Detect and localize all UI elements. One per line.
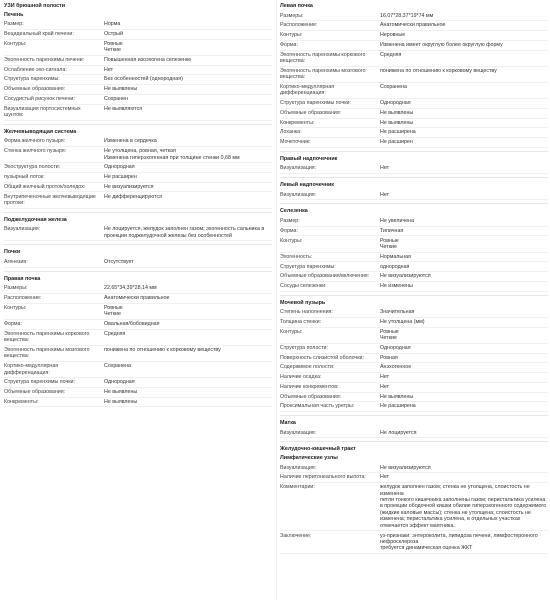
report-section	[280, 420, 548, 442]
field-row	[280, 41, 548, 51]
field-row	[4, 85, 272, 95]
field-row	[280, 393, 548, 403]
field-label: Комментарии:	[280, 484, 315, 491]
field-label: Эхогенность паренхимы мозгового вещества:	[4, 346, 90, 360]
field-value-line: Нет	[380, 474, 390, 481]
field-value-line: Сохранена	[380, 84, 407, 90]
field-row	[4, 388, 272, 398]
field-row	[280, 328, 548, 344]
field-value-line: Не визуализируется	[104, 183, 154, 190]
field-value	[104, 67, 272, 73]
field-value-line: Четкие	[104, 311, 121, 318]
field-label: Агенезия:	[4, 259, 28, 266]
field-value-line: Острый	[104, 31, 123, 38]
field-row	[4, 30, 272, 40]
field-value-line: 16,07*28,37*19*74 мм	[380, 12, 434, 19]
field-row	[280, 483, 548, 531]
field-value	[380, 273, 548, 279]
field-row	[4, 183, 272, 193]
field-label: Общий желчный проток/холедох:	[4, 183, 86, 190]
field-label: Форма:	[280, 41, 298, 48]
field-label: Сосудистый рисунок печени:	[4, 95, 75, 102]
field-value	[380, 129, 548, 135]
field-row	[280, 531, 548, 554]
section-title: Матка	[280, 420, 296, 426]
field-value	[104, 321, 272, 327]
report-section	[4, 217, 272, 246]
field-value	[104, 363, 272, 376]
field-label: Конкременты:	[280, 119, 315, 126]
field-value	[380, 68, 548, 81]
field-label: Визуализация:	[4, 226, 41, 233]
field-row	[4, 225, 272, 241]
field-label: Эхогенность:	[280, 253, 313, 260]
field-label: Заключение:	[280, 532, 312, 539]
field-label: Расположение:	[280, 22, 318, 29]
field-value-line: Нет	[380, 165, 390, 172]
section-title: Почки	[4, 249, 21, 256]
field-label: Вецидеальный край печени:	[4, 31, 74, 38]
field-label: Контуры:	[280, 32, 303, 39]
field-label: Форма:	[280, 227, 298, 234]
field-row	[280, 83, 548, 99]
field-label: пузырный поток:	[4, 174, 45, 181]
field-value-line: Нет	[380, 374, 390, 381]
field-label: Лоханка:	[280, 129, 302, 136]
field-label: Толщина стенки:	[280, 319, 322, 326]
field-value	[380, 110, 548, 116]
field-value	[380, 120, 548, 126]
field-row	[280, 473, 548, 483]
field-value	[380, 238, 548, 251]
field-value-line: Повышенная изоэхогена селезенке	[104, 56, 192, 63]
field-row	[280, 128, 548, 138]
field-value	[104, 347, 272, 360]
report-section	[280, 182, 548, 204]
field-value	[380, 84, 548, 97]
field-row	[280, 318, 548, 328]
field-label: Визуализация:	[280, 429, 317, 436]
field-row	[280, 402, 548, 412]
field-label: Эхоструктура полости:	[4, 164, 61, 171]
field-value	[380, 192, 548, 198]
field-label: Контуры:	[280, 237, 303, 244]
report-section	[4, 129, 272, 213]
field-value-line: Не визуализируются	[380, 273, 431, 280]
field-value-line: уз-признаки: энтероколита, липидоза печени, лимфостеронного нефросклероза	[380, 532, 538, 545]
field-row	[280, 272, 548, 282]
field-row	[280, 12, 548, 22]
field-row	[280, 217, 548, 227]
field-value	[380, 52, 548, 65]
field-label: Расположение:	[4, 295, 42, 302]
field-row	[280, 236, 548, 252]
field-value-line: Ровные	[380, 237, 399, 244]
field-value-line: Анатомически правильное	[104, 295, 170, 302]
field-value	[380, 22, 548, 28]
field-value-line: Типичная	[380, 227, 404, 234]
field-value	[104, 31, 272, 37]
field-value	[380, 283, 548, 289]
field-value	[380, 165, 548, 171]
field-value	[380, 228, 548, 234]
report-section	[4, 276, 272, 411]
field-value-line: Ровные	[380, 328, 399, 335]
field-value-line: Норма	[104, 21, 121, 28]
field-row	[4, 320, 272, 330]
field-label: Объемные образования:	[280, 393, 342, 400]
field-value-line: Не расширен	[104, 174, 137, 181]
field-label: Визуализация портосистемных шунтов:	[4, 105, 81, 119]
field-value-line: Не утолщена, ровная, четкая	[104, 148, 176, 155]
field-row	[4, 284, 272, 294]
field-value-line: Нет	[380, 383, 390, 390]
field-value-line: Не выявлены	[104, 86, 138, 93]
field-row	[4, 75, 272, 85]
field-value	[104, 305, 272, 318]
field-row	[4, 56, 272, 66]
field-row	[4, 258, 272, 268]
field-row	[4, 137, 272, 147]
field-row	[4, 95, 272, 105]
field-row	[280, 373, 548, 383]
field-label: Форма:	[4, 321, 22, 328]
field-value	[104, 226, 272, 239]
field-row	[4, 20, 272, 30]
field-value	[104, 57, 272, 63]
field-row	[280, 67, 548, 83]
report-section	[280, 208, 548, 295]
report-left-column	[4, 2, 272, 414]
field-value-line: Четкие	[380, 335, 397, 342]
field-row	[280, 262, 548, 272]
report-section	[280, 300, 548, 416]
report-section	[280, 3, 548, 152]
field-value-line: 22,65*34,39*28,14 мм	[104, 285, 157, 292]
field-label: Контуры:	[4, 304, 27, 311]
field-value	[104, 148, 272, 161]
field-value	[104, 138, 272, 144]
field-value	[104, 389, 272, 395]
section-title: Правая почка	[4, 275, 41, 282]
field-label: Эхогенность паренхимы мозгового вещества:	[280, 67, 366, 81]
field-value	[380, 374, 548, 380]
field-value	[104, 295, 272, 301]
field-label: Визуализация:	[280, 464, 317, 471]
field-value-line: Однородная	[104, 164, 135, 171]
field-row	[4, 173, 272, 183]
field-value-line: Не расширен	[380, 139, 413, 146]
field-row	[4, 346, 272, 362]
field-value	[104, 379, 272, 385]
field-value-line: петли тонкого кишечника заполнены газом; перистальтика усилена	[380, 496, 546, 503]
field-row	[280, 31, 548, 41]
field-value	[380, 465, 548, 471]
field-value-line: Не визуализируются	[380, 464, 431, 471]
field-row	[280, 138, 548, 148]
field-value	[380, 394, 548, 400]
field-label: Кортико-медуллярная дифференциация:	[280, 84, 335, 97]
field-value-line: Значительная	[380, 309, 415, 316]
field-label: Структура паренхимы:	[280, 263, 336, 270]
field-value	[104, 184, 272, 190]
field-label: Размер:	[4, 21, 24, 28]
column-divider	[276, 0, 277, 600]
field-value-line: Неровные	[380, 32, 406, 39]
field-value	[380, 139, 548, 145]
field-label: Степень наполнения:	[280, 309, 333, 316]
section-subtitle: Лимфатические узлы	[280, 454, 338, 461]
section-title: Желчевыводящая система	[4, 128, 77, 135]
field-value	[380, 264, 548, 270]
field-value-line: Не выявлены	[104, 389, 138, 396]
field-row	[280, 21, 548, 31]
field-value	[380, 474, 548, 480]
field-label: Стенка желчного пузыря:	[4, 148, 67, 155]
field-value	[380, 42, 548, 48]
field-value-line: Нет	[104, 66, 114, 73]
field-row	[280, 164, 548, 174]
field-value	[380, 254, 548, 260]
field-value-line: понижена по отношению к корковому веществу	[380, 67, 497, 74]
field-label: Внутрипеченочные желчевыводящие протоки:	[4, 193, 96, 206]
field-value-line: Изменена в сердечка	[104, 138, 157, 145]
field-label: Объемные образования:	[280, 109, 342, 116]
field-value	[380, 355, 548, 361]
field-label: Наличие осадка:	[280, 374, 322, 381]
field-value	[380, 329, 548, 342]
report-right-column	[280, 2, 548, 561]
section-title: Левый надпочечник	[280, 182, 334, 189]
field-label: Объемные образования:	[4, 389, 66, 396]
field-label: Объемные образования:	[4, 86, 66, 93]
field-row	[4, 192, 272, 208]
field-label: Структура полости:	[280, 344, 328, 351]
field-value-line: Не выявляются	[104, 105, 143, 112]
field-value-line: Четкие	[104, 47, 121, 54]
field-value	[380, 430, 548, 436]
field-label: Размеры:	[4, 285, 28, 292]
field-value-line: Овальная/бобовидная	[104, 321, 160, 328]
field-label: Объемные образования/включения:	[280, 273, 370, 280]
field-row	[4, 304, 272, 320]
field-value-line: Средняя	[380, 51, 402, 58]
section-subtitle: Селезенка	[280, 208, 308, 215]
field-value	[380, 100, 548, 106]
field-value-line: Отсутствует	[104, 259, 134, 266]
field-value	[380, 364, 548, 370]
field-label: Содержимое полости:	[280, 364, 335, 371]
report-section	[4, 3, 272, 125]
field-value	[104, 96, 272, 102]
field-value-line: Не изменены	[380, 282, 413, 289]
field-row	[4, 147, 272, 163]
field-row	[4, 398, 272, 408]
field-value-line: Однородная	[104, 379, 135, 386]
field-value-line: Не увеличена	[380, 218, 415, 225]
field-label: Форма желчного пузыря:	[4, 138, 66, 145]
field-row	[4, 66, 272, 76]
field-value	[104, 259, 272, 265]
field-value	[380, 403, 548, 409]
field-value	[380, 533, 548, 552]
field-value-line: Не дифференцируются	[104, 193, 163, 200]
field-label: Кортико-медуллярная дифференциация:	[4, 363, 59, 376]
field-value	[104, 331, 272, 344]
field-row	[4, 362, 272, 378]
field-value-line: Не выявлены	[104, 398, 138, 405]
section-title: Поджелудочная железа	[4, 216, 67, 223]
field-label: Контуры:	[4, 40, 27, 47]
field-value	[104, 41, 272, 54]
field-row	[4, 378, 272, 388]
field-label: Конкременты:	[4, 398, 39, 405]
section-title: Левая почка	[280, 3, 313, 9]
field-value-line: однородная	[380, 263, 410, 270]
field-value-line: Ровные	[104, 304, 123, 311]
field-row	[280, 109, 548, 119]
field-value	[104, 76, 272, 82]
field-row	[280, 363, 548, 373]
field-label: Сосуды селезенки:	[280, 282, 327, 289]
field-value	[104, 174, 272, 180]
field-value-line: Нет	[380, 191, 390, 198]
field-row	[280, 429, 548, 439]
field-value	[104, 164, 272, 170]
field-row	[4, 294, 272, 304]
field-row	[4, 330, 272, 346]
field-label: Структура паренхимы:	[4, 76, 60, 83]
field-label: Структура паренхимы почки:	[280, 100, 351, 107]
report-section	[280, 446, 548, 557]
field-value	[104, 399, 272, 405]
field-value	[104, 194, 272, 207]
field-label: Проксимальная часть уретры:	[280, 403, 355, 410]
field-row	[280, 227, 548, 237]
field-row	[280, 51, 548, 67]
field-label: Ослабление эхо-сигнала:	[4, 66, 67, 73]
field-value-line: Без особенностей (однородная)	[104, 76, 183, 83]
field-label: Структура паренхимы почки:	[4, 379, 75, 386]
field-value-line: Не расширена	[380, 129, 416, 136]
field-value-line: требуется динамическая оценка ЖКТ	[380, 545, 473, 552]
field-label: Визуализация:	[280, 191, 317, 198]
field-value-line: Не выявлены	[380, 119, 414, 126]
field-label: Наличие конкрементов:	[280, 383, 339, 390]
field-label: Эхогенность паренхимы печени:	[4, 56, 85, 63]
field-value-line: Однородная	[380, 100, 411, 107]
field-value	[380, 484, 548, 529]
field-value-line: Сохранен	[104, 95, 129, 102]
field-value	[104, 106, 272, 119]
report-section	[280, 156, 548, 178]
field-value-line: Четкие	[380, 244, 397, 251]
section-title: Желудочно-кишечный тракт	[280, 446, 356, 453]
field-label: Эхогенность паренхимы коркового вещества:	[4, 330, 90, 344]
field-value-line: Не лоцируется	[380, 429, 417, 436]
field-label: Визуализация:	[280, 165, 317, 172]
field-value-line: Не лоцируется, желудок заполнен газом; эхогенность сальника в проекции поджелудочной железы без особенностей	[104, 226, 265, 239]
field-value-line: Сохранена	[104, 363, 131, 370]
field-value-line: Анатомически правильное	[380, 22, 446, 29]
field-row	[280, 253, 548, 263]
field-label: Мочеточник:	[280, 139, 311, 146]
field-value-line: Изменена гиперэхогенная при толщине стенки 0,68 мм	[104, 154, 240, 161]
field-row	[4, 40, 272, 56]
field-value-line: Ровные	[104, 40, 123, 47]
field-value	[380, 32, 548, 38]
field-value-line: Не утолщена (мм)	[380, 319, 425, 326]
field-value	[380, 218, 548, 224]
field-label: Размер:	[280, 218, 300, 225]
field-label: Контуры:	[280, 328, 303, 335]
field-row	[4, 163, 272, 173]
field-row	[280, 308, 548, 318]
field-value	[380, 384, 548, 390]
field-row	[280, 282, 548, 292]
section-title: УЗИ брюшной полости	[4, 3, 66, 9]
report-section	[4, 249, 272, 271]
field-value-line: Однородная	[380, 344, 411, 351]
field-value-line: Анэхогенное	[380, 364, 412, 371]
field-value	[380, 319, 548, 325]
field-label: Эхогенность паренхимы коркового вещества:	[280, 51, 366, 65]
field-row	[280, 354, 548, 364]
field-row	[280, 119, 548, 129]
field-value	[104, 86, 272, 92]
field-value-line: Не выявлены	[380, 393, 414, 400]
section-title: Правый надпочечник	[280, 155, 338, 162]
field-row	[280, 99, 548, 109]
field-value-line: Изменена имеет округлую более округлую форму	[380, 41, 503, 48]
field-value-line: Не выявлены	[380, 109, 414, 116]
field-row	[280, 191, 548, 201]
field-value-line: Нормальная	[380, 253, 411, 260]
field-row	[280, 383, 548, 393]
field-value-line: Ровная	[380, 354, 398, 361]
field-value-line: желудок заполнен газом; стенка не утолщена, слоистость не изменена	[380, 484, 530, 497]
field-value	[104, 21, 272, 27]
field-label: Наличие перитонеального выпота:	[280, 474, 366, 481]
field-label: Размеры:	[280, 12, 304, 19]
field-value	[380, 309, 548, 315]
field-value-line: Средняя	[104, 330, 126, 337]
field-row	[280, 464, 548, 474]
field-row	[280, 344, 548, 354]
field-value-line: понижена по отношению к корковому веществу	[104, 346, 221, 353]
section-subtitle: Печень	[4, 11, 24, 18]
field-label: Поверхность слизистой оболочки:	[280, 354, 364, 361]
section-title: Мочевой пузырь	[280, 299, 326, 306]
field-value-line: Не расширена	[380, 403, 416, 410]
field-value	[380, 345, 548, 351]
field-value-line: в проекции ободочной кишки обилие гиперэхогенного содержимого (жидкие каловые массы); стенка не утолщена; слоистость не изменена; перистальтика усилена, в отдельных участках отмечается эффект маятника.	[380, 503, 547, 529]
field-value	[104, 285, 272, 291]
field-row	[4, 105, 272, 121]
field-value	[380, 13, 548, 19]
